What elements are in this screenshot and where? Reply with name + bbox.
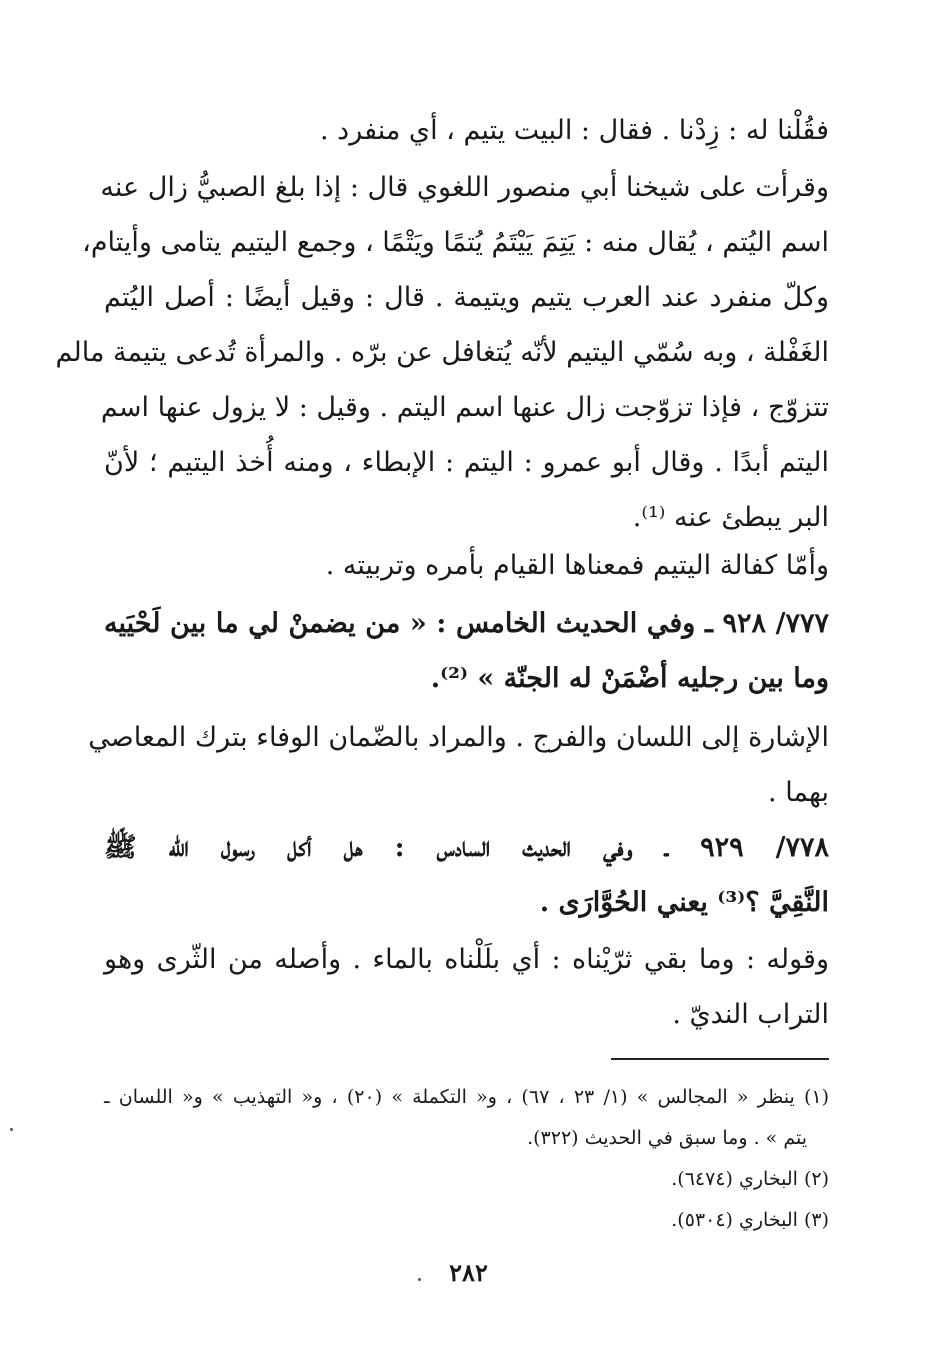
hadith-line: ٧٧٨/ ٩٢٩ ـ وفي الحديث السادس : هل أكل رسول الله ﷺ (104, 832, 830, 863)
paragraph-5 (88, 710, 829, 820)
text-line: وقرأت على شيخنا أبي منصور اللغوي قال : إذا بلغ الصبيُّ زال عنه (100, 172, 829, 203)
hadith-778 (104, 820, 829, 930)
paragraph-7 (104, 932, 829, 1042)
footnote-line: (١) ينظر « المجالس » (١/ ٢٣ ، ٦٧) ، و« التكملة » (٢٠) ، و« التهذيب » و« اللسان ـ (104, 1086, 830, 1108)
text-line: الغَفْلة ، وبه سُمّي اليتيم لأنّه يُتغافل عن برّه . والمرأة تُدعى يتيمة مالم (55, 337, 829, 368)
footnote-line: (٢) البخاري (٦٤٧٤). (671, 1168, 829, 1190)
text-line: تتزوّج ، فإذا تزوّجت زال عنها اسم اليتم . وقيل : لا يزول عنها اسم (100, 392, 829, 423)
text-line: الإشارة إلى اللسان والفرج . والمراد بالضّمان الوفاء بترك المعاصي (88, 722, 829, 753)
paragraph-2 (55, 160, 829, 545)
paragraph-1 (104, 103, 829, 158)
text-line: البر يبطئ عنه ⁽¹⁾. (632, 502, 829, 533)
hadith-line: ٧٧٧/ ٩٢٨ ـ وفي الحديث الخامس : « من يضمنْ لي ما بين لَحْيَيه (104, 608, 830, 639)
paragraph-3 (104, 538, 829, 593)
text-line: وأمّا كفالة اليتيم فمعناها القيام بأمره وتربيته . (325, 550, 829, 581)
hadith-line: وما بين رجليه أضْمَنْ له الجنّة » ⁽²⁾. (430, 663, 829, 694)
hadith-777 (104, 596, 829, 706)
text-line: وكلّ منفرد عند العرب يتيم ويتيمة . قال : وقيل أيضًا : أصل اليُتم (104, 282, 829, 313)
footnote-divider (611, 1058, 829, 1060)
text-line: اسم اليُتم ، يُقال منه : يَتِمَ يَيْتَمُ يُتمًا ويَتْمًا ، وجمع اليتيم يتامى وأيتام، (82, 227, 829, 258)
text-line: بهما . (768, 777, 829, 808)
text-line: اليتم أبدًا . وقال أبو عمرو : اليتم : الإبطاء ، ومنه أُخذ اليتيم ؛ لأنّ (104, 447, 829, 478)
footnotes (104, 1077, 829, 1241)
text-line: التراب النديّ . (672, 999, 829, 1030)
page-number: ٢٨٢ (449, 1258, 488, 1287)
scan-speck (418, 1278, 421, 1281)
footnote-line: يتم » . وما سبق في الحديث (٣٢٢). (527, 1127, 807, 1149)
text-line: وقوله : وما بقي ثرّيْناه : أي بلَلْناه بالماء . وأصله من الثّرى وهو (104, 944, 829, 975)
hadith-line: النَّقِيَّ ؟⁽³⁾ يعني الحُوَّارَى . (539, 887, 829, 918)
footnote-line: (٣) البخاري (٥٣٠٤). (671, 1209, 829, 1231)
text-line: فقُلْنا له : زِدْنا . فقال : البيت يتيم ، أي منفرد . (320, 115, 829, 146)
scan-speck (10, 1128, 13, 1131)
